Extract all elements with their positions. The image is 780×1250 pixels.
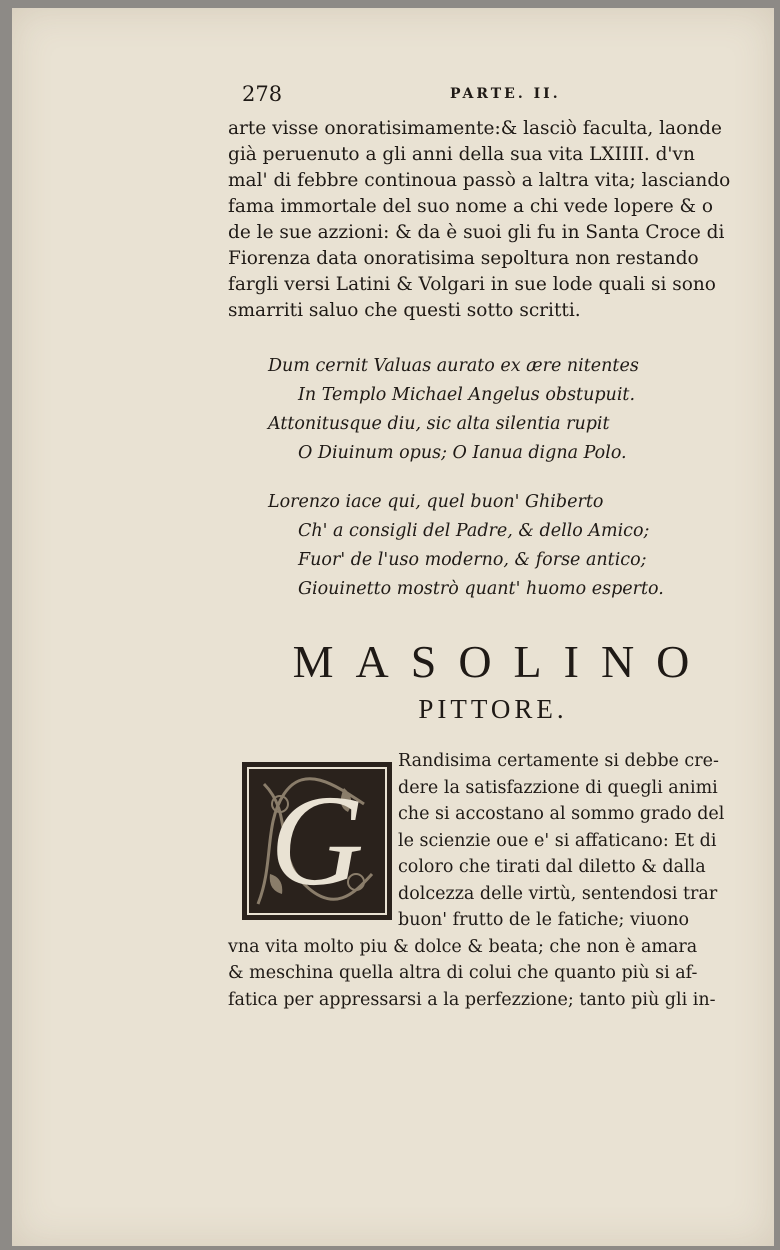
verse-line: Lorenzo iace qui, quel buon' Ghiberto	[268, 492, 604, 512]
verse-line: Dum cernit Valuas aurato ex ære nitentes	[268, 356, 639, 376]
text-line: dere la satisfazzione di quegli animi	[398, 777, 718, 798]
text-line: & meschina quella altra di colui che quanto più si af-	[228, 963, 698, 983]
text-line: buon' frutto de le fatiche; viuono	[398, 910, 690, 930]
text-line: le scienzie oue e' si affaticano: Et di	[398, 830, 717, 851]
chapter-body	[228, 748, 758, 1013]
book-page	[12, 8, 774, 1246]
text-line: già peruenuto a gli anni della sua vita LXIIII. d'vn	[228, 144, 695, 165]
running-title: PARTE. II.	[450, 86, 561, 102]
latin-epigram	[228, 352, 758, 468]
text-line: Fiorenza data onoratisima sepoltura non restando	[228, 248, 699, 269]
verse-line: Attonitusque diu, sic alta silentia rupit	[268, 414, 610, 434]
verse-line: Giouinetto mostrò quant' huomo esperto.	[298, 579, 664, 599]
text-line: de le sue azzioni: & da è suoi gli fu in Santa Croce di	[228, 222, 725, 243]
text-line: smarriti saluo che questi sotto scritti.	[228, 300, 581, 321]
body-full-width	[228, 934, 758, 1014]
text-line: coloro che tirati dal diletto & dalla	[398, 857, 706, 877]
page-content	[228, 80, 758, 1013]
text-line: arte visse onoratisimamente:& lasciò faculta, laonde	[228, 118, 722, 139]
text-line: Randisima certamente si debbe cre-	[398, 751, 719, 771]
text-line: che si accostano al sommo grado del	[398, 804, 725, 824]
page-number: 278	[242, 82, 283, 106]
text-line: fatica per appressarsi a la perfezzione; tanto più gli in-	[228, 989, 716, 1010]
initial-letter: G	[270, 769, 364, 913]
prose-paragraph	[228, 116, 758, 324]
text-line: vna vita molto piu & dolce & beata; che non è amara	[228, 936, 698, 957]
verse-line: O Diuinum opus; O Ianua digna Polo.	[298, 443, 627, 463]
chapter-title: MASOLINO	[292, 636, 712, 687]
text-line: dolcezza delle virtù, sentendosi trar	[398, 883, 718, 904]
verse-line: Ch' a consigli del Padre, & dello Amico;	[298, 521, 650, 541]
text-line: mal' di febbre continoua passò a laltra vita; lasciando	[228, 170, 731, 191]
chapter-subtitle: PITTORE.	[418, 694, 568, 724]
text-line: fargli versi Latini & Volgari in sue lode quali si sono	[228, 274, 716, 295]
text-line: fama immortale del suo nome a chi vede lopere & o	[228, 196, 714, 217]
running-head	[228, 80, 758, 116]
decorated-initial	[242, 762, 392, 920]
italian-epigram	[228, 488, 758, 604]
verse-line: Fuor' de l'uso moderno, & forse antico;	[298, 550, 647, 570]
verse-line: In Templo Michael Angelus obstupuit.	[298, 385, 636, 405]
